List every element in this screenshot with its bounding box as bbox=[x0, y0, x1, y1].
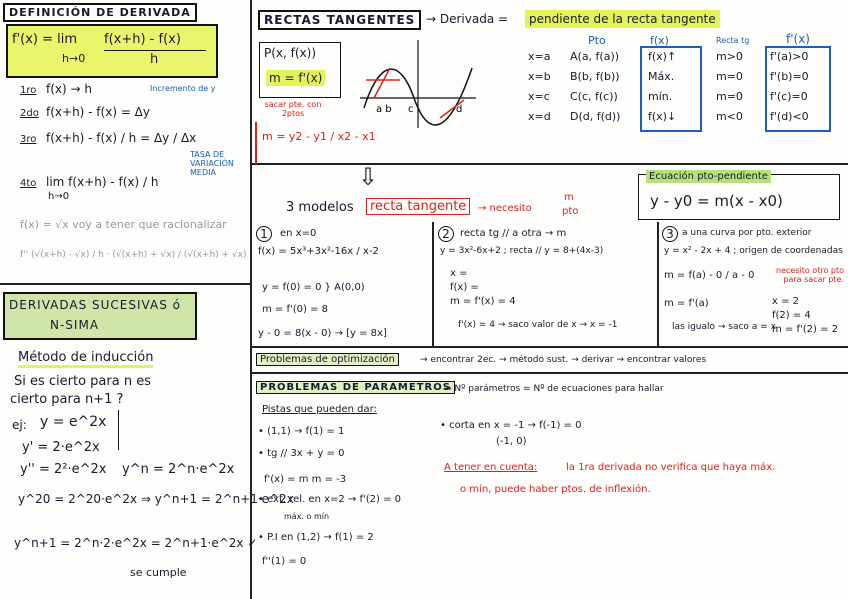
tangent-cell-fp: f'(b)=0 bbox=[770, 70, 809, 83]
divider-vertical bbox=[250, 0, 252, 599]
tangent-cell-x: x=a bbox=[528, 50, 551, 63]
param-pistas: Pistas que pueden dar: bbox=[262, 404, 377, 415]
sucesivas-title-line2: N-SIMA bbox=[50, 318, 100, 332]
deriv-def-fraction-bar bbox=[104, 50, 206, 51]
tangent-cell-x: x=d bbox=[528, 110, 551, 123]
step4-sub: h→0 bbox=[48, 191, 70, 202]
model3-f2: m = f'(2) = 2 bbox=[772, 324, 839, 335]
deriv-def-formula-num: f(x+h) - f(x) bbox=[104, 32, 181, 47]
step2-label: 2do bbox=[20, 108, 39, 119]
col-fpx-header: f'(x) bbox=[786, 32, 810, 46]
model2-a: x = bbox=[450, 268, 468, 279]
svg-text:a b: a b bbox=[376, 104, 392, 115]
param-label: PROBLEMAS DE PARÁMETROS bbox=[256, 381, 455, 394]
param-p2: • tg // 3x + y = 0 bbox=[258, 448, 345, 459]
tangent-cell-x: x=b bbox=[528, 70, 551, 83]
tangent-cell-fx: f(x)↓ bbox=[648, 110, 677, 123]
sucesivas-intro-line1: Si es cierto para n es bbox=[14, 374, 151, 389]
divider-optim-top bbox=[251, 346, 848, 348]
tangent-cell-m: m>0 bbox=[716, 50, 743, 63]
sucesivas-eq3b: y^n = 2^n·e^2x bbox=[122, 462, 235, 477]
tangent-cell-fp: f'(a)>0 bbox=[770, 50, 809, 63]
param-text: → Nº parámetros = Nº de ecuaciones para hallar bbox=[444, 384, 664, 394]
step1-note: Incremento de y bbox=[150, 84, 216, 93]
divider-models-1 bbox=[432, 222, 434, 346]
param-warn-text: la 1ra derivada no verifica que haya máx. bbox=[566, 462, 776, 473]
step1-text: f(x) → h bbox=[46, 82, 92, 96]
param-p4: • P.I en (1,2) → f(1) = 2 bbox=[258, 532, 374, 543]
step4-text: lim f(x+h) - f(x) / h bbox=[46, 175, 159, 189]
svg-text:d: d bbox=[456, 104, 463, 115]
example-line2: f'' (√(x+h) - √x) / h · (√(x+h) + √x) / (√(x+h) + √x) bbox=[20, 250, 247, 260]
optim-label: Problemas de optimización bbox=[256, 353, 399, 366]
modelos-need-m: m bbox=[564, 192, 574, 203]
tangent-cell-pto: B(b, f(b)) bbox=[570, 70, 620, 83]
modelos-title-box: recta tangente bbox=[366, 198, 470, 215]
deriv-def-formula-sub: h→0 bbox=[62, 52, 86, 65]
param-warn-text2: o mín, puede haber ptos. de inflexión. bbox=[460, 484, 651, 495]
param-p3: • ext. rel. en x=2 → f'(2) = 0 bbox=[258, 494, 402, 505]
step3-text: f(x+h) - f(x) / h = Δy / Δx bbox=[46, 131, 197, 145]
model2-title: recta tg // a otra → m bbox=[460, 228, 567, 239]
step2-text: f(x+h) - f(x) = Δy bbox=[46, 105, 150, 119]
model2-num: 2 bbox=[438, 226, 454, 242]
model3-c: las igualo → saco a = x bbox=[672, 322, 776, 332]
divider-optim-bottom bbox=[251, 372, 848, 374]
optim-text: → encontrar 2ec. → método sust. → derivar → encontrar valores bbox=[420, 355, 707, 365]
param-corta: • corta en x = -1 → f(-1) = 0 bbox=[440, 420, 582, 431]
tangent-cell-pto: D(d, f(d)) bbox=[570, 110, 621, 123]
param-p3b: máx. o mín bbox=[284, 512, 330, 521]
ecuacion: y - y0 = m(x - x0) bbox=[650, 192, 783, 210]
model3-e: f(2) = 4 bbox=[772, 310, 811, 321]
sucesivas-cumple: se cumple bbox=[130, 566, 187, 579]
param-p2b: f'(x) = m m = -3 bbox=[264, 474, 347, 485]
model2-b: f(x) = bbox=[450, 282, 479, 293]
sucesivas-eq3: y'' = 2²·e^2x bbox=[20, 462, 107, 477]
tangent-cell-fp: f'(d)<0 bbox=[770, 110, 809, 123]
model3-b: m = f'(a) bbox=[664, 298, 709, 309]
sucesivas-method: Método de inducción bbox=[18, 350, 153, 368]
tangentes-title: RECTAS TANGENTES bbox=[258, 10, 421, 30]
step4-label: 4to bbox=[20, 178, 37, 189]
slope-box bbox=[255, 122, 373, 164]
model3-a: m = f(a) - 0 / a - 0 bbox=[664, 270, 755, 281]
tangent-cell-fx: Máx. bbox=[648, 70, 675, 83]
tangent-cell-pto: A(a, f(a)) bbox=[570, 50, 620, 63]
model3-d: x = 2 bbox=[772, 296, 800, 307]
model2-c: m = f'(x) = 4 bbox=[450, 296, 516, 307]
modelos-need-pto: pto bbox=[562, 206, 579, 217]
deriv-def-formula-den: h bbox=[150, 52, 159, 67]
deriv-def-formula-lhs: f'(x) = lim bbox=[12, 32, 78, 47]
sucesivas-title-line1: DERIVADAS SUCESIVAS ó bbox=[9, 298, 181, 312]
sucesivas-eq1: y = e^2x bbox=[40, 414, 107, 430]
modelos-need: → necesito bbox=[478, 203, 532, 214]
example-line1: f(x) = √x voy a tener que racionalizar bbox=[20, 218, 227, 231]
param-p4b: f''(1) = 0 bbox=[262, 556, 307, 567]
tangent-cell-x: x=c bbox=[528, 90, 550, 103]
step3-note: TASA DE VARIACIÓN MEDIA bbox=[190, 150, 234, 177]
sucesivas-vline bbox=[118, 410, 119, 450]
model1-title: en x=0 bbox=[280, 228, 317, 239]
tangent-cell-fx: f(x)↑ bbox=[648, 50, 677, 63]
param-p1: • (1,1) → f(1) = 1 bbox=[258, 426, 345, 437]
tangent-cell-m: m<0 bbox=[716, 110, 743, 123]
model1-c: y - 0 = 8(x - 0) → [y = 8x] bbox=[258, 328, 387, 339]
model2-f: y = 3x²-6x+2 ; recta // y = 8+(4x-3) bbox=[440, 246, 604, 256]
tangentes-arrow-text: → Derivada = bbox=[426, 12, 509, 26]
param-corta-b: (-1, 0) bbox=[496, 436, 527, 447]
tangent-cell-m: m=0 bbox=[716, 90, 743, 103]
step1-label: 1ro bbox=[20, 85, 37, 96]
model3-f: y = x² - 2x + 4 ; origen de coordenadas bbox=[664, 246, 843, 256]
param-warn-label: A tener en cuenta: bbox=[444, 462, 538, 473]
divider-left-horizontal bbox=[0, 283, 251, 285]
sacar-pte: sacar pte. con 2ptos bbox=[264, 100, 322, 118]
model1-f: f(x) = 5x³+3x²-16x / x-2 bbox=[258, 246, 379, 257]
sucesivas-eq5: y^n+1 = 2^n·2·e^2x = 2^n+1·e^2x ✓ bbox=[14, 536, 258, 550]
tangentes-highlight: pendiente de la recta tangente bbox=[525, 10, 720, 28]
model3-num: 3 bbox=[662, 226, 678, 242]
sucesivas-ej-label: ej: bbox=[12, 418, 27, 432]
tangent-cell-fx: mín. bbox=[648, 90, 673, 103]
slope-formula: m = y2 - y1 / x2 - x1 bbox=[262, 130, 376, 143]
down-arrow: ⇩ bbox=[358, 163, 379, 191]
step3-label: 3ro bbox=[20, 134, 37, 145]
model1-b: m = f'(0) = 8 bbox=[262, 304, 329, 315]
tangent-graph bbox=[360, 38, 478, 130]
modelos-title: 3 modelos bbox=[286, 200, 354, 215]
model1-num: 1 bbox=[256, 226, 272, 242]
model3-title: a una curva por pto. exterior bbox=[682, 228, 812, 238]
model2-d: f'(x) = 4 → saco valor de x → x = -1 bbox=[458, 320, 618, 330]
col-fx-header: f(x) bbox=[650, 34, 669, 47]
sucesivas-intro-line2: cierto para n+1 ? bbox=[10, 392, 124, 407]
svg-text:c: c bbox=[408, 104, 414, 115]
ecuacion-label: Ecuación pto-pendiente bbox=[646, 170, 771, 183]
sucesivas-eq4: y^20 = 2^20·e^2x ⇒ y^n+1 = 2^n+1·e^2x bbox=[18, 492, 294, 506]
deriv-def-title: DEFINICIÓN DE DERIVADA bbox=[3, 3, 197, 22]
tangent-cell-fp: f'(c)=0 bbox=[770, 90, 808, 103]
tangent-cell-m: m=0 bbox=[716, 70, 743, 83]
point-label: P(x, f(x)) bbox=[264, 46, 317, 60]
divider-models-2 bbox=[657, 222, 659, 346]
col-pto-header: Pto bbox=[588, 34, 606, 47]
model1-a: y = f(0) = 0 } A(0,0) bbox=[262, 282, 365, 293]
sucesivas-eq2: y' = 2·e^2x bbox=[22, 440, 100, 455]
m-eq: m = f'(x) bbox=[266, 70, 325, 86]
tangent-cell-pto: C(c, f(c)) bbox=[570, 90, 618, 103]
col-recta-header: Recta tg bbox=[716, 36, 750, 45]
model3-note: necesito otro pto para sacar pte. bbox=[776, 266, 844, 284]
